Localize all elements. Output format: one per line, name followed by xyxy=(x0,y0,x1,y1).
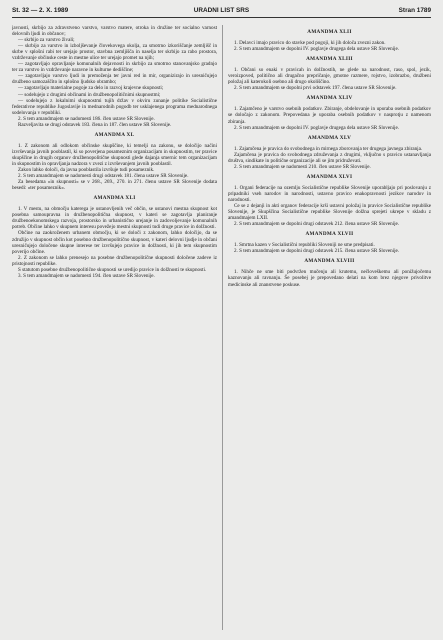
left-column xyxy=(12,25,217,630)
amendment-title: AMANDMA XLVI xyxy=(306,173,353,180)
paragraph: 2. S tem amandmajem se dopolni IV. poglavje drugega dela ustave SR Slovenije. xyxy=(234,124,399,131)
paragraph: Ce se z dejanji in akti organov federacije krši ustavni položaj in pravice Socialistične republike Slovenije, je Skupščina Socialistične republike Slovenije dolžna sprejeti ukrepe v skladu z amandmajem LXII. xyxy=(228,203,431,222)
amendment-title: AMANDMA XLV xyxy=(307,134,352,141)
paragraph: 1. Zajamčena je pravica do svobodnega in mirnega zborovanja ter drugega javnega zbiranja. xyxy=(234,145,423,152)
paragraph: 2. S tem amandmajem se nadomesti drugi odstavek 181. člena ustave SR Slovenije. xyxy=(18,173,189,180)
page-number: Stran 1789 xyxy=(398,7,431,14)
paragraph: Za besedama »in skupnosti« se v 268., 269., 270. in 271. členu ustave SR Slovenije dodata besedi: »ter posameznik«. xyxy=(12,179,217,192)
amendment-title: AMANDMA XLIV xyxy=(306,95,353,102)
right-column xyxy=(228,25,431,630)
amendment-title: AMANDMA XLVIII xyxy=(304,258,355,265)
paragraph: 2. S tem amandmajem se dopolni drugi odstavek 212. člena ustave SR Slovenije. xyxy=(234,221,400,228)
amendment-title: AMANDMA XL xyxy=(94,131,135,138)
paragraph: 2. S tem amandmajem se nadomesti 210. člen ustave SR Slovenije. xyxy=(234,163,371,170)
paragraph: — zagotavljajo opravljanje komunalnih dejavnosti in skrbijo za smotrno stanovanjsko gradnjo ter za varstvo in vzdrževanje naravne in kulturne dediščine; xyxy=(12,61,217,74)
paragraph: Zakon lahko določi, da javna pooblastila izvršuje tudi posameznik. xyxy=(18,167,155,174)
paragraph: 1. Občani so enaki v pravicah in dolžnostih, ne glede na narodnost, raso, spol, jezik, veroizpoved, politično ali drugačno prepričanje, gmotne razmere, rojstvo, izobrazbo, družbeni položaj ali katerokoli osebno ali drugo okoliščino. xyxy=(228,67,431,86)
amendment-title: AMANDMA XLII xyxy=(307,29,352,35)
paragraph: 2. S tem amandmajem se dopolni IV. poglavje drugega dela ustave SR Slovenije. xyxy=(234,46,399,53)
issue-date: St. 32 — 2. X. 1989 xyxy=(12,7,69,14)
paragraph: Zajamčena je pravica do svobodnega združevanja z drugimi, vključno s pravico ustanavljanja društva, sindikate in politične organizacije ali se jim pridruževati. xyxy=(228,151,431,164)
paragraph: 2. Z zakonom se lahko prenesejo na posebne družbenopolitične skupnosti določene zadeve iz pristojnosti republike. xyxy=(12,254,217,267)
paragraph: javnosti, skrbijo za zdravstveno varstvo, varstvo matere, otroka in družine ter socialno varnost delovnih ljudi in občanov; xyxy=(12,25,217,38)
paragraph: S statutom posebne družbenopolitične skupnosti se uredijo pravice in dolžnosti te skupnosti. xyxy=(18,266,207,273)
paragraph: 1. Zajamčeno je varstvo osebnih podatkov. Zbiranje, obdelovanje in uporaba osebnih podatkov se določajo z zakonom. Prepovedana je uporaba osebnih podatkov v nasprotju z namenom zbiranja. xyxy=(228,106,431,125)
amendment-title: AMANDMA XLVII xyxy=(305,231,354,238)
paragraph: — skrbijo za varstvo živali; xyxy=(18,37,75,44)
paragraph: — sodelujejo z lokalnimi skupnostmi tujih držav v okviru zunanje politike Socialistične federativne republike Jugoslavije in mednarodnih pogodb ter usklajenega programa mednarodnega sodelovanja v republiki. xyxy=(12,97,217,116)
paragraph: 2. S tem amandmajem se dopolni drugi odstavek 215. člena ustave SR Slovenije. xyxy=(234,248,400,255)
amendment-title: AMANDMA XLIII xyxy=(306,56,353,63)
paragraph: Občine na zaokroženem urbanem območju, ki se določi z zakonom, lahko določijo, da se združijo v skupnost občin kot posebno družbenopolitično skupnost, v kateri delovni ljudje in občani uresničujejo določene skupne interese ter izvršujejo pravice in dolžnosti, ki jih tem skupnostim poverijo občine. xyxy=(12,230,217,255)
paragraph: Razveljavita se drugi odstavek 183. člena in 187. člen ustave SR Slovenije. xyxy=(18,121,172,128)
amendment-title: AMANDMA XLI xyxy=(93,195,136,202)
paragraph: 1. Smrtna kazen v Socialistični republiki Sloveniji ne sme predpisati. xyxy=(234,242,375,249)
paragraph: 1. Z zakonom ali odlokom občinske skupščine, ki temelji na zakonu, se določijo načini izvrševanja javnih pooblastil, ki so poverjena posameznim organizacijam in skupnostim, ter pravice skupščine in drugih organov družbenopolitične skupnosti glede dajanja smernic tem organizacijam in skupnostim in opravljanja nadzora v zvezi z izvrševanjem javnih pooblastil. xyxy=(12,142,217,167)
column-divider xyxy=(222,25,223,630)
paragraph: 1. Organi federacije na ozemlju Socialistične republike Slovenije uporabljajo pri poslovanju z pripadniki vseh narodov in narodnosti, ustavno pravico enakopravnosti jezikov narodov in narodnosti. xyxy=(228,184,431,203)
header-rule xyxy=(12,17,431,18)
paragraph: — sodelujejo z drugimi občinami in družbenopolitičnimi skupnostmi; xyxy=(18,91,161,98)
paragraph: 1. Delavci imajo pravico do stavke pod pogoji, ki jih določa zvezni zakon. xyxy=(234,40,386,47)
paragraph: 3. S tem amandmajem se nadomesti 194. člen ustave SR Slovenije. xyxy=(18,272,155,279)
paragraph: — skrbijo za varstvo in izboljševanje človekovega okolja, za smotrno izkoriščanje zemljišč in skrbe v splošni rabi ter urejajo prostor, stavbna zemljišča in naselja ter skrbijo za rabo prostora, vzdrževanje občinske ceste in mestne ulice ter urejajo promet na njih; xyxy=(12,43,217,62)
paragraph: 1. V mestu, na območju katerega je ustanovljenih več občin, se ustanovi mestna skupnost kot posebna samoupravna in družbenopolitična skupnost, v kateri se zagotavlja planiranje družbenoekonomskega razvoja, prostorsko in urbanistično urejanje in zadovoljevanje komunalnih potreb. Občine lahko v skupnem interesu povežejo mestni skupnosti tudi druge pravice in dolžnosti. xyxy=(12,206,217,231)
paragraph: 2. S tem amandmajem se nadomesti 186. člen ustave SR Slovenije. xyxy=(18,115,155,122)
paragraph: — zagotavljajo materialne pogoje za delo in razvoj krajevne skupnosti; xyxy=(18,85,164,92)
paragraph: 1. Nihče ne sme biti podvržen mučenju ali krutemu, nečloveškemu ali ponižujočemu kaznovanju ali ravnanju. Še posebej je prepovedano delati na kom brez njegove privolitve medicinske ali znanstvene poskuse. xyxy=(228,269,431,288)
paragraph: 2. S tem amandmajem se dopolni prvi odstavek 197. člena ustave SR Slovenije. xyxy=(234,85,397,92)
paragraph: — zagotavljajo varstvo ljudi in premoženja ter javni red in mir, organizirajo in uresničujejo družbeno samozaščito in splošno ljudsko obrambo; xyxy=(12,73,217,86)
publication-title: URADNI LIST SRS xyxy=(193,7,250,14)
